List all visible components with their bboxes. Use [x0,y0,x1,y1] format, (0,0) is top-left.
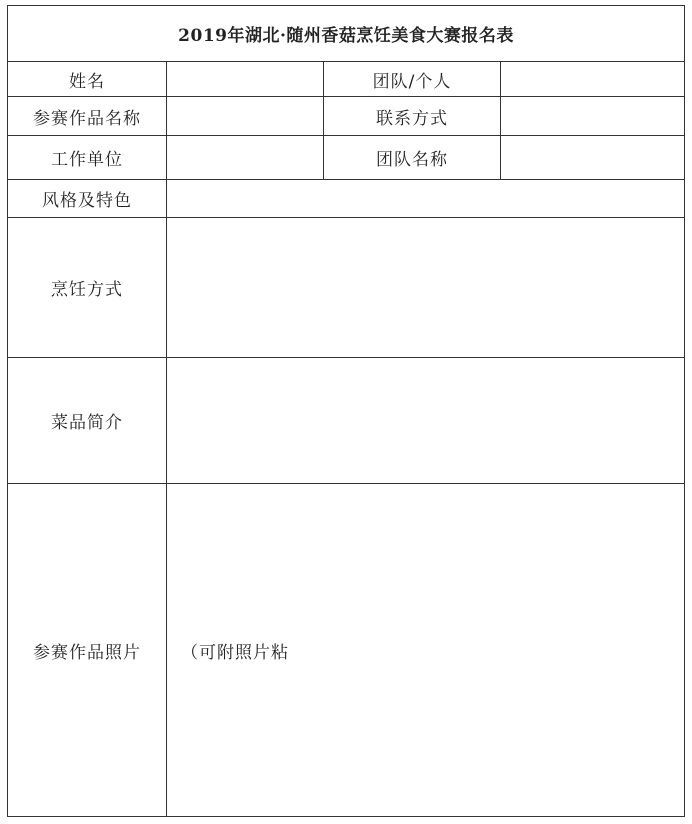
row-style [8,180,685,218]
dish-intro-field[interactable] [167,358,685,484]
row-cooking-method [8,218,685,358]
row-name [8,62,685,97]
row-entry-name [8,97,685,136]
form-title: 2019年湖北·随州香菇烹饪美食大赛报名表 [8,6,685,62]
cooking-method-label: 烹饪方式 [8,218,167,358]
employer-field[interactable] [167,136,324,180]
team-name-field[interactable] [501,136,685,180]
row-dish-intro [8,358,685,484]
contact-label: 联系方式 [324,97,501,136]
name-label: 姓名 [8,62,167,97]
entry-photo-field[interactable] [167,484,685,817]
registration-form-table [7,5,685,817]
contact-field[interactable] [501,97,685,136]
style-field[interactable] [167,180,685,218]
name-field[interactable] [167,62,324,97]
team-or-individual-label: 团队/个人 [324,62,501,97]
entry-photo-label: 参赛作品照片 [8,484,167,817]
dish-intro-label: 菜品简介 [8,358,167,484]
title-row [8,6,685,62]
team-name-label: 团队名称 [324,136,501,180]
row-employer [8,136,685,180]
row-entry-photo [8,484,685,817]
entry-name-label: 参赛作品名称 [8,97,167,136]
team-or-individual-field[interactable] [501,62,685,97]
entry-name-field[interactable] [167,97,324,136]
cooking-method-field[interactable] [167,218,685,358]
style-label: 风格及特色 [8,180,167,218]
employer-label: 工作单位 [8,136,167,180]
photo-note: （可附照片粘 [181,642,289,663]
